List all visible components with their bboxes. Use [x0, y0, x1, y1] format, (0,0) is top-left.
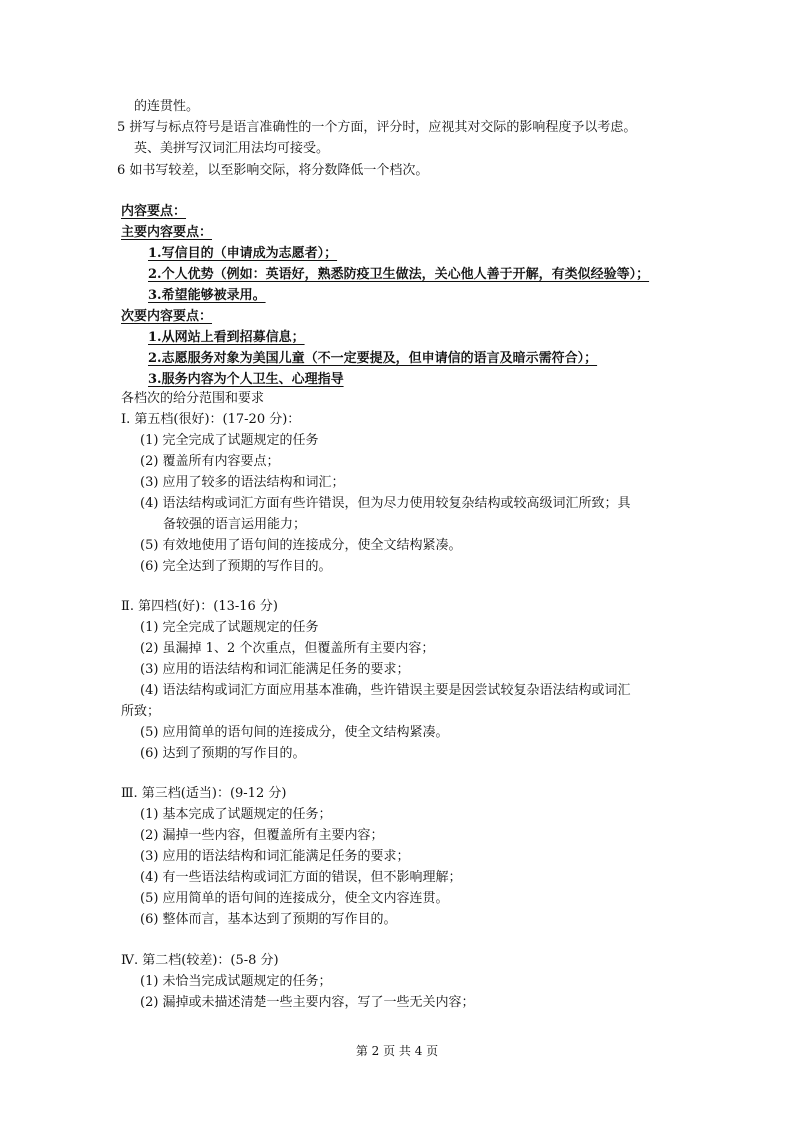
- intro-line-3: 英、美拼写汉词汇用法均可接受。: [134, 141, 330, 156]
- band5-heading: Ⅰ. 第五档(很好)：(17-20 分)：: [121, 412, 301, 427]
- intro-line-2: 5 拼写与标点符号是语言准确性的一个方面，评分时，应视其对交际的影响程度予以考虑。: [117, 120, 637, 135]
- band4-item-6: (6) 达到了预期的写作目的。: [140, 746, 306, 761]
- band4-item-5: (5) 应用简单的语句间的连接成分，使全文结构紧凑。: [140, 725, 449, 740]
- band5-item-3: (3) 应用了较多的语法结构和词汇；: [140, 475, 345, 490]
- secondary-points-title: 次要内容要点：: [121, 309, 213, 324]
- main-point-2: 2.个人优势（例如：英语好，熟悉防疫卫生做法，关心他人善于开解，有类似经验等）；: [148, 267, 650, 282]
- intro-line-4: 6 如书写较差，以至影响交际，将分数降低一个档次。: [117, 163, 429, 178]
- intro-line-1: 的连贯性。: [134, 99, 200, 114]
- band4-heading: Ⅱ. 第四档(好)：(13-16 分): [121, 599, 278, 614]
- page-number-footer: 第 2 页 共 4 页: [355, 1044, 439, 1058]
- band3-heading: Ⅲ. 第三档(适当)：(9-12 分): [121, 786, 287, 801]
- grading-title: 各档次的给分范围和要求: [121, 391, 265, 406]
- band4-item-3: (3) 应用的语法结构和词汇能满足任务的要求；: [140, 662, 410, 677]
- band2-item-1: (1) 未恰当完成试题规定的任务；: [140, 974, 332, 989]
- band3-item-5: (5) 应用简单的语句间的连接成分，使全文内容连贯。: [140, 891, 449, 906]
- band3-item-4: (4) 有一些语法结构或词汇方面的错误，但不影响理解；: [140, 870, 462, 885]
- band5-item-6: (6) 完全达到了预期的写作目的。: [140, 559, 332, 574]
- secondary-point-1: 1.从网站上看到招募信息；: [148, 330, 305, 345]
- band3-item-1: (1) 基本完成了试题规定的任务；: [140, 807, 332, 822]
- band4-item-1: (1) 完全完成了试题规定的任务: [140, 620, 319, 635]
- band5-item-5: (5) 有效地使用了语句间的连接成分，使全文结构紧凑。: [140, 538, 462, 553]
- band3-item-3: (3) 应用的语法结构和词汇能满足任务的要求；: [140, 849, 410, 864]
- band2-heading: Ⅳ. 第二档(较差)：(5-8 分): [121, 953, 279, 968]
- band5-item-4-cont: 备较强的语言运用能力；: [163, 517, 307, 532]
- main-point-1: 1.写信目的（申请成为志愿者）；: [148, 246, 338, 261]
- band5-item-2: (2) 覆盖所有内容要点；: [140, 454, 280, 469]
- band4-item-2: (2) 虽漏掉 1、2 个次重点，但覆盖所有主要内容；: [140, 641, 435, 656]
- key-points-title: 内容要点：: [121, 204, 187, 219]
- band4-item-4: (4) 语法结构或词汇方面应用基本准确，些许错误主要是因尝试较复杂语法结构或词汇: [140, 683, 631, 698]
- band4-item-4-cont: 所致；: [121, 704, 161, 719]
- band3-item-6: (6) 整体而言，基本达到了预期的写作目的。: [140, 912, 397, 927]
- band3-item-2: (2) 漏掉一些内容，但覆盖所有主要内容；: [140, 828, 384, 843]
- band2-item-2: (2) 漏掉或未描述清楚一些主要内容，写了一些无关内容；: [140, 995, 475, 1010]
- main-points-title: 主要内容要点：: [121, 225, 213, 240]
- secondary-point-2: 2.志愿服务对象为美国儿童（不一定要提及，但申请信的语言及暗示需符合）；: [148, 351, 598, 366]
- band5-item-4: (4) 语法结构或词汇方面有些许错误，但为尽力使用较复杂结构或较高级词汇所致；具: [140, 496, 631, 511]
- secondary-point-3: 3.服务内容为个人卫生、心理指导: [148, 372, 344, 387]
- main-point-3: 3.希望能够被录用。: [148, 288, 266, 303]
- band5-item-1: (1) 完全完成了试题规定的任务: [140, 433, 319, 448]
